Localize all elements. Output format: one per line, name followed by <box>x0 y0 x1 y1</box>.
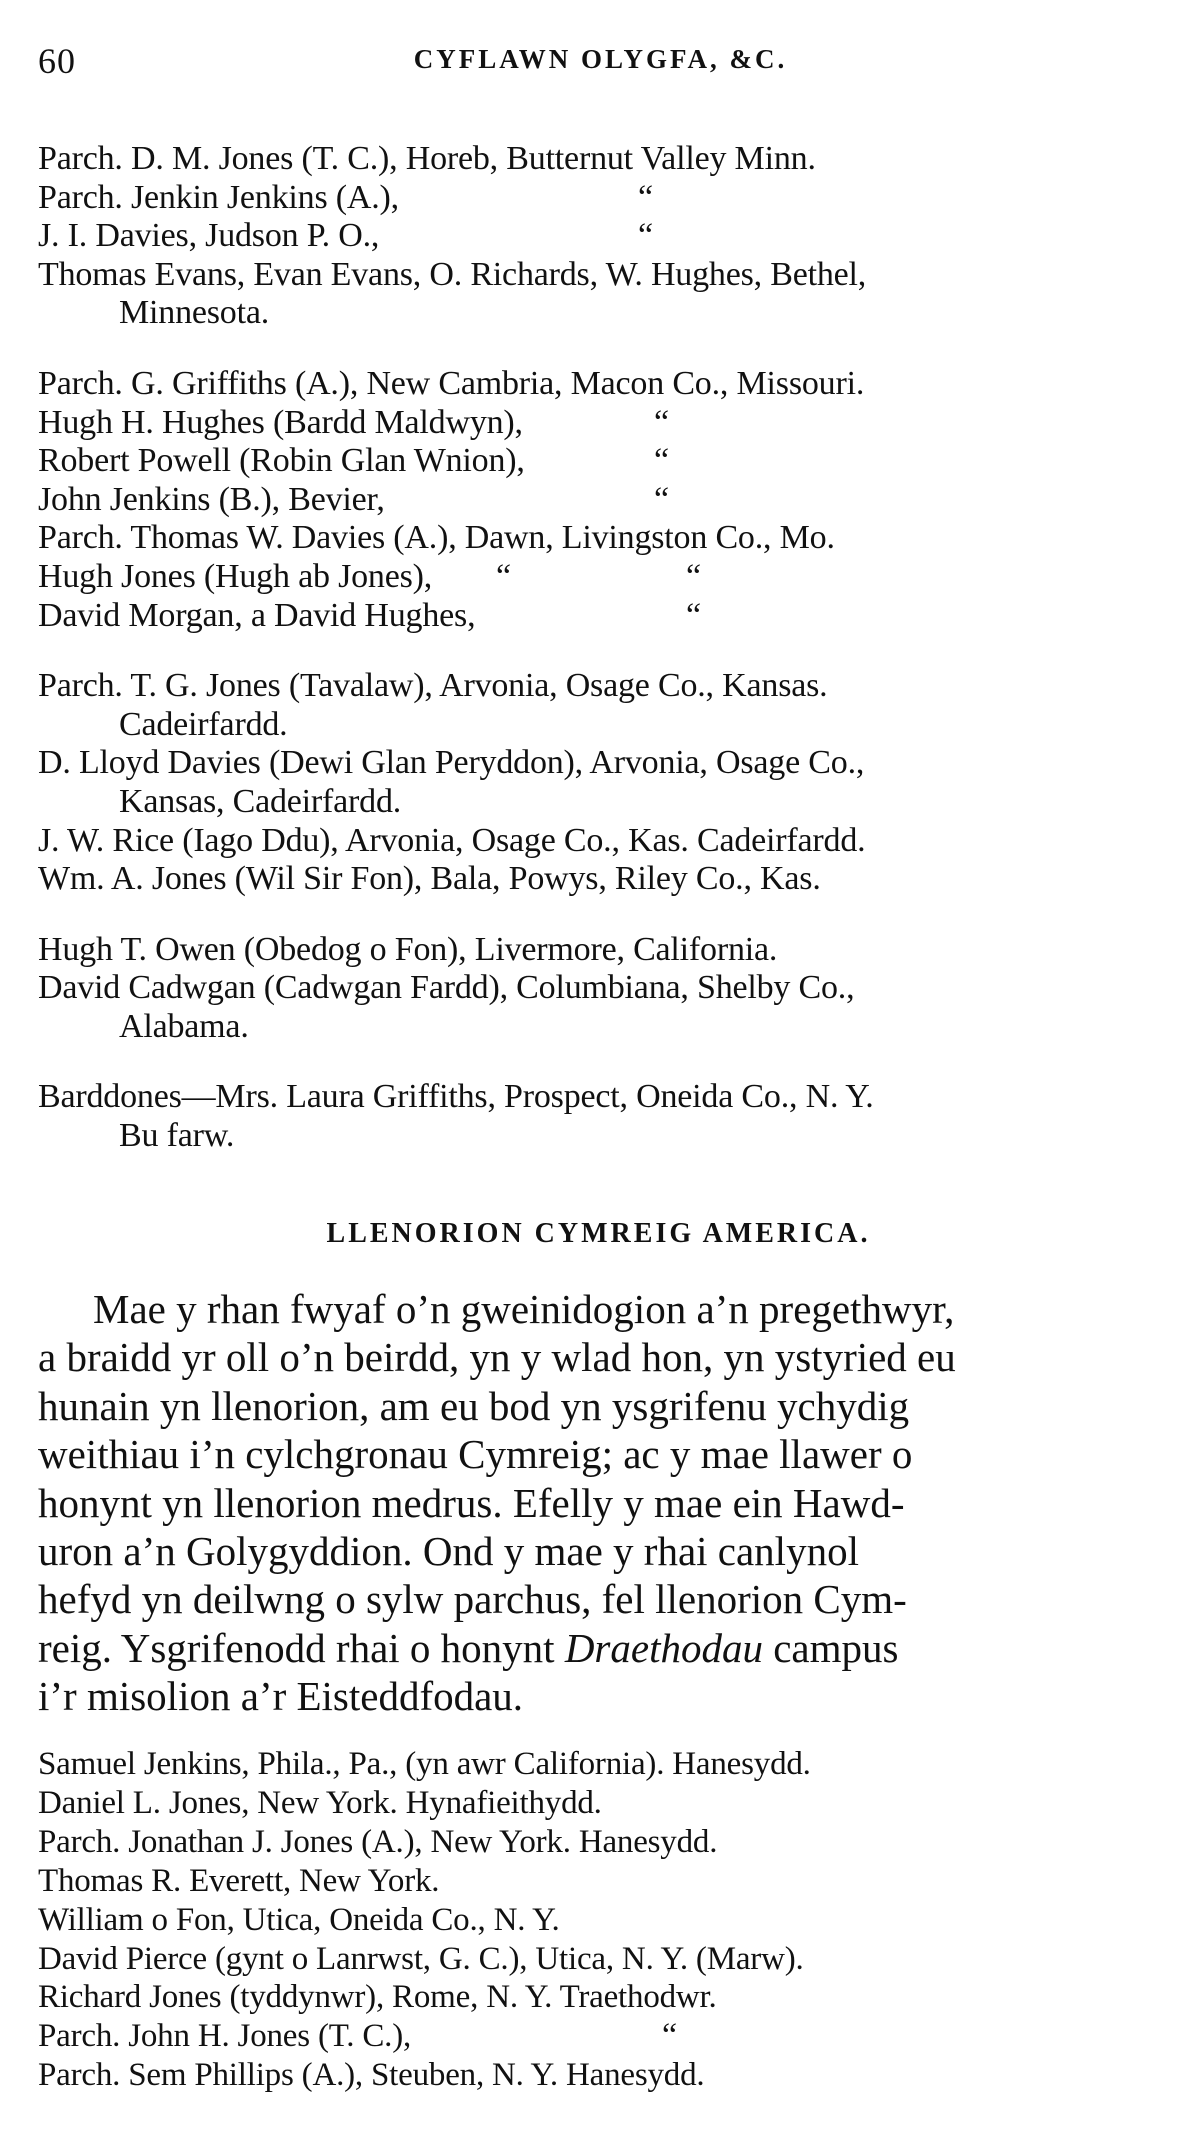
entry-text: Parch. John H. Jones (T. C.), <box>38 2018 412 2055</box>
writer-entry: David Pierce (gynt o Lanrwst, G. C.), Utica, N. Y. (Marw). <box>38 1940 804 1977</box>
writer-entry: Daniel L. Jones, New York. Hynafieithydd. <box>38 1784 602 1821</box>
ditto-mark: “ <box>654 442 669 480</box>
entry-line: Kansas, Cadeirfardd. <box>119 782 402 820</box>
entry-text: John Jenkins (B.), Bevier, <box>38 480 385 518</box>
ditto-mark: “ <box>638 178 653 216</box>
entry-block <box>38 140 1178 333</box>
entry-block <box>38 667 1178 899</box>
ditto-mark: “ <box>686 596 701 634</box>
paragraph-line: a braidd yr oll o’n beirdd, yn y wlad hon, yn ystyried eu <box>38 1334 956 1381</box>
entry-line: Thomas Evans, Evan Evans, O. Richards, W. Hughes, Bethel, <box>38 255 867 293</box>
writer-entry: William o Fon, Utica, Oneida Co., N. Y. <box>38 1901 560 1938</box>
entry-text: Parch. Jenkin Jenkins (A.), <box>38 178 399 216</box>
paragraph-line: hunain yn llenorion, am eu bod yn ysgrifenu ychydig <box>38 1382 910 1429</box>
paragraph-line: hefyd yn deilwng o sylw parchus, fel llenorion Cym- <box>38 1576 907 1623</box>
page-header <box>38 40 1163 80</box>
writer-entry: Richard Jones (tyddynwr), Rome, N. Y. Traethodwr. <box>38 1979 717 2016</box>
entry-line <box>38 481 1178 520</box>
entry-line <box>38 179 1178 218</box>
body-paragraph <box>38 1285 1188 1721</box>
running-title: CYFLAWN OLYGFA, &C. <box>413 44 788 74</box>
entry-line: Parch. T. G. Jones (Tavalaw), Arvonia, Osage Co., Kansas. <box>38 667 828 705</box>
entry-line: Minnesota. <box>119 294 270 332</box>
entry-line: Parch. G. Griffiths (A.), New Cambria, Macon Co., Missouri. <box>38 364 865 402</box>
ditto-mark: “ <box>662 2017 677 2055</box>
entry-line: Bu farw. <box>119 1117 235 1155</box>
paragraph-line: i’r misolion a’r Eisteddfodau. <box>38 1673 524 1720</box>
entry-block <box>38 365 1178 635</box>
entry-line: Hugh T. Owen (Obedog o Fon), Livermore, California. <box>38 930 778 968</box>
entry-line: J. W. Rice (Iago Ddu), Arvonia, Osage Co., Kas. Cadeirfardd. <box>38 821 866 859</box>
ditto-mark: “ <box>496 557 511 595</box>
paragraph-text: reig. Ysgrifenodd rhai o honynt <box>38 1624 565 1671</box>
italic-word: Draethodau <box>564 1624 763 1671</box>
entry-text: Hugh H. Hughes (Bardd Maldwyn), <box>38 403 523 441</box>
entry-line: D. Lloyd Davies (Dewi Glan Peryddon), Arvonia, Osage Co., <box>38 744 865 782</box>
entry-line: David Cadwgan (Cadwgan Fardd), Columbiana, Shelby Co., <box>38 969 855 1007</box>
ditto-mark: “ <box>654 403 669 441</box>
paragraph-line <box>38 1624 1188 1672</box>
writer-entry: Thomas R. Everett, New York. <box>38 1862 440 1899</box>
entry-line: Parch. D. M. Jones (T. C.), Horeb, Butternut Valley Minn. <box>38 140 816 177</box>
entry-text: J. I. Davies, Judson P. O., <box>38 217 380 255</box>
writer-entry: Samuel Jenkins, Phila., Pa., (yn awr California). Hanesydd. <box>38 1746 811 1782</box>
entry-line <box>38 217 1178 256</box>
directory-entries <box>38 140 1178 1188</box>
ditto-mark: “ <box>638 217 653 255</box>
paragraph-text: campus <box>762 1624 899 1671</box>
entry-line: Parch. Thomas W. Davies (A.), Dawn, Livingston Co., Mo. <box>38 519 835 557</box>
writer-entry: Parch. Jonathan J. Jones (A.), New York. Hanesydd. <box>38 1823 718 1860</box>
entry-block <box>38 931 1178 1047</box>
entry-line: Wm. A. Jones (Wil Sir Fon), Bala, Powys, Riley Co., Kas. <box>38 860 821 898</box>
entry-text: Robert Powell (Robin Glan Wnion), <box>38 442 525 480</box>
entry-line: Cadeirfardd. <box>119 705 288 743</box>
entry-block <box>38 1078 1178 1155</box>
writers-list <box>38 1745 1178 2095</box>
entry-line: Alabama. <box>119 1007 249 1045</box>
entry-line <box>38 597 1178 636</box>
ditto-mark: “ <box>654 480 669 518</box>
entry-line: Barddones—Mrs. Laura Griffiths, Prospect, Oneida Co., N. Y. <box>38 1078 874 1116</box>
paragraph-line: honynt yn llenorion medrus. Efelly y mae ein Hawd- <box>38 1479 905 1526</box>
entry-text: Hugh Jones (Hugh ab Jones), <box>38 557 433 595</box>
paragraph-line: Mae y rhan fwyaf o’n gweinidogion a’n pregethwyr, <box>93 1286 955 1332</box>
section-heading: LLENORION CYMREIG AMERICA. <box>326 1218 871 1249</box>
paragraph-line: weithiau i’n cylchgronau Cymreig; ac y mae llawer o <box>38 1431 913 1478</box>
ditto-mark: “ <box>686 557 701 595</box>
entry-text: David Morgan, a David Hughes, <box>38 596 476 634</box>
writer-entry <box>38 2017 1178 2056</box>
writer-entry: Parch. Sem Phillips (A.), Steuben, N. Y. Hanesydd. <box>38 2057 705 2094</box>
entry-line <box>38 404 1178 443</box>
page-number: 60 <box>38 41 76 81</box>
entry-line <box>38 442 1178 481</box>
entry-line <box>38 558 1178 597</box>
paragraph-line: uron a’n Golygyddion. Ond y mae y rhai canlynol <box>38 1528 859 1575</box>
